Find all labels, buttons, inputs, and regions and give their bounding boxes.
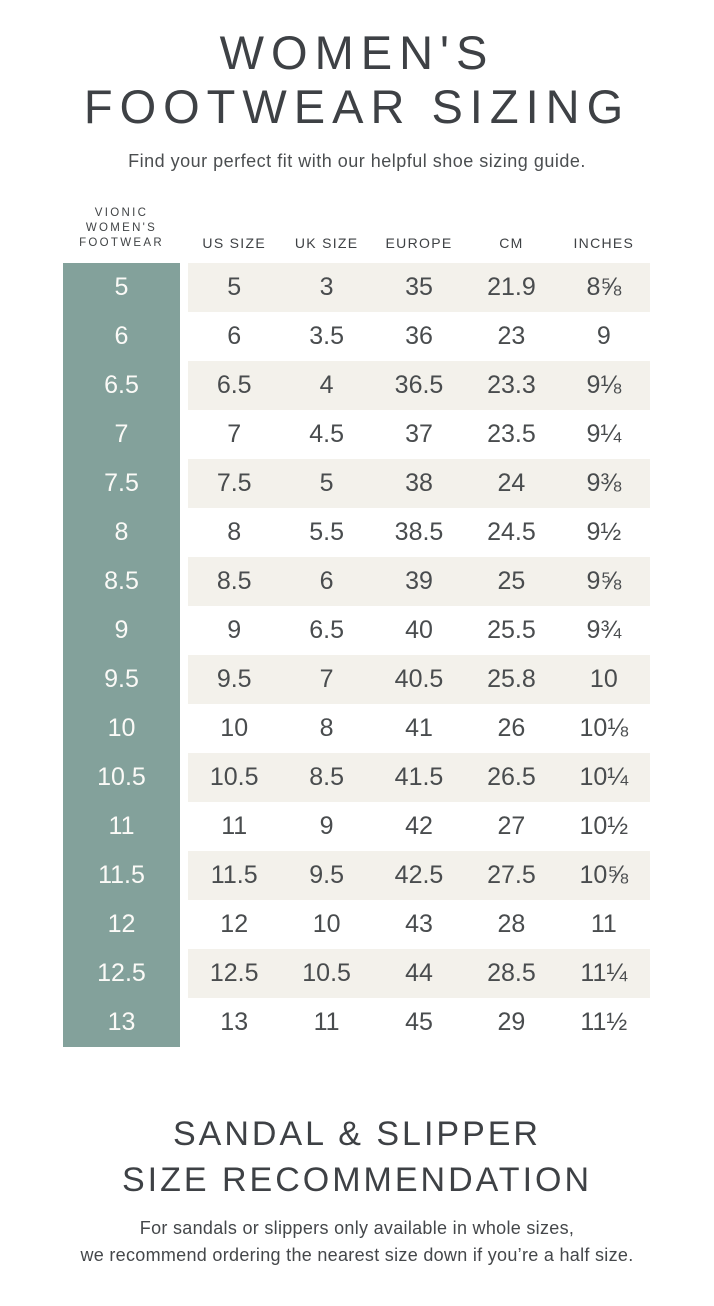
inches-cell: 9½ — [586, 518, 622, 546]
uk-size-cell: 9 — [319, 812, 334, 840]
europe-size-cell: 42.5 — [394, 861, 444, 889]
us-size-cell: 12.5 — [209, 959, 259, 987]
row-gap — [180, 851, 188, 900]
row-gap — [180, 459, 188, 508]
row-stripe — [188, 900, 650, 949]
row-stripe — [188, 312, 650, 361]
row-gap — [180, 606, 188, 655]
vionic-size-cell: 5 — [63, 263, 180, 312]
row-stripe — [188, 557, 650, 606]
vionic-size-cell: 6.5 — [63, 361, 180, 410]
row-gap — [180, 900, 188, 949]
cm-cell: 25 — [497, 567, 526, 595]
europe-size-cell: 41.5 — [394, 763, 444, 791]
uk-size-cell: 4 — [319, 371, 334, 399]
sandal-slipper-note-line2: we recommend ordering the nearest size down if you’re a half size. — [80, 1245, 634, 1265]
sandal-slipper-title — [0, 1111, 714, 1203]
europe-size-cell: 44 — [405, 959, 433, 987]
sandal-slipper-title-line2: SIZE RECOMMENDATION — [121, 1161, 593, 1199]
uk-size-cell: 5.5 — [309, 518, 344, 546]
cm-cell: 29 — [497, 1008, 526, 1036]
table-body — [63, 263, 650, 1047]
table-row — [63, 753, 650, 802]
column-header-cm: CM — [499, 235, 524, 251]
us-size-cell: 9.5 — [216, 665, 252, 693]
table-row — [63, 606, 650, 655]
row-gap — [180, 655, 188, 704]
row-gap — [180, 802, 188, 851]
uk-size-cell: 5 — [319, 469, 334, 497]
cm-cell: 23.5 — [487, 420, 536, 448]
row-gap — [180, 312, 188, 361]
uk-size-cell: 6 — [319, 567, 334, 595]
europe-size-cell: 42 — [405, 812, 433, 840]
europe-size-cell: 43 — [405, 910, 433, 938]
sandal-slipper-note-line1: For sandals or slippers only available in whole sizes, — [139, 1218, 575, 1238]
column-header-europe: EUROPE — [385, 235, 453, 251]
inches-cell: 11½ — [580, 1008, 628, 1036]
europe-size-cell: 45 — [405, 1008, 433, 1036]
table-row — [63, 998, 650, 1047]
inches-cell: 10½ — [579, 812, 629, 840]
row-gap — [180, 704, 188, 753]
table-row — [63, 459, 650, 508]
vionic-size-cell: 9 — [63, 606, 180, 655]
row-stripe — [188, 851, 650, 900]
sandal-slipper-note — [0, 1215, 714, 1269]
vionic-size-cell: 9.5 — [63, 655, 180, 704]
table-row — [63, 410, 650, 459]
page-title-line2: FOOTWEAR SIZING — [83, 80, 631, 133]
page-title-line1: WOMEN'S — [219, 26, 495, 79]
row-stripe — [188, 606, 650, 655]
inches-cell: 9⅝ — [586, 567, 622, 595]
cm-cell: 28.5 — [487, 959, 536, 987]
vionic-size-cell: 10.5 — [63, 753, 180, 802]
column-headers — [188, 235, 650, 251]
europe-size-cell: 38.5 — [394, 518, 444, 546]
us-size-cell: 7.5 — [216, 469, 252, 497]
us-size-cell: 10 — [220, 714, 249, 742]
cm-cell: 23 — [497, 322, 526, 350]
europe-size-cell: 41 — [405, 714, 433, 742]
table-row — [63, 949, 650, 998]
table-row — [63, 851, 650, 900]
vionic-size-cell: 6 — [63, 312, 180, 361]
cm-cell: 27.5 — [487, 861, 536, 889]
row-gap — [180, 557, 188, 606]
cm-cell: 25.8 — [487, 665, 536, 693]
uk-size-cell: 11 — [313, 1008, 340, 1036]
vionic-size-cell: 7.5 — [63, 459, 180, 508]
uk-size-cell: 8 — [319, 714, 334, 742]
uk-size-cell: 3 — [319, 273, 334, 301]
us-size-cell: 7 — [227, 420, 242, 448]
size-table — [63, 206, 650, 1047]
us-size-cell: 9 — [227, 616, 242, 644]
uk-size-cell: 10.5 — [302, 959, 351, 987]
row-stripe — [188, 263, 650, 312]
inches-cell: 11¼ — [580, 959, 628, 987]
row-gap — [180, 361, 188, 410]
vionic-size-cell: 12.5 — [63, 949, 180, 998]
us-size-cell: 8.5 — [216, 567, 252, 595]
table-row — [63, 312, 650, 361]
table-row — [63, 802, 650, 851]
europe-size-cell: 39 — [405, 567, 433, 595]
inches-cell: 9¾ — [586, 616, 622, 644]
uk-size-cell: 10 — [312, 910, 341, 938]
us-size-cell: 6.5 — [216, 371, 252, 399]
inches-cell: 9⅜ — [586, 469, 622, 497]
uk-size-cell: 4.5 — [309, 420, 344, 448]
cm-cell: 27 — [497, 812, 526, 840]
cm-cell: 26 — [497, 714, 526, 742]
vionic-size-cell: 11 — [63, 802, 180, 851]
row-stripe — [188, 949, 650, 998]
uk-size-cell: 3.5 — [309, 322, 344, 350]
column-header-inches: INCHES — [573, 235, 635, 251]
cm-cell: 25.5 — [487, 616, 536, 644]
us-size-cell: 11 — [221, 812, 248, 840]
europe-size-cell: 40.5 — [394, 665, 444, 693]
europe-size-cell: 35 — [405, 273, 433, 301]
europe-size-cell: 40 — [405, 616, 433, 644]
cm-cell: 28 — [497, 910, 526, 938]
vionic-header-line1: VIONIC — [94, 207, 149, 219]
sandal-slipper-title-line1: SANDAL & SLIPPER — [173, 1115, 541, 1153]
uk-size-cell: 8.5 — [309, 763, 344, 791]
inches-cell: 9¼ — [586, 420, 622, 448]
row-stripe — [188, 361, 650, 410]
inches-cell: 9⅛ — [586, 371, 622, 399]
us-size-cell: 5 — [227, 273, 242, 301]
vionic-header-line2: WOMEN'S — [85, 222, 158, 234]
us-size-cell: 8 — [227, 518, 242, 546]
vionic-size-cell: 7 — [63, 410, 180, 459]
table-row — [63, 263, 650, 312]
row-gap — [180, 263, 188, 312]
vionic-size-cell: 10 — [63, 704, 180, 753]
cm-cell: 24.5 — [487, 518, 536, 546]
uk-size-cell: 6.5 — [309, 616, 344, 644]
vionic-size-cell: 13 — [63, 998, 180, 1047]
inches-cell: 11 — [590, 910, 617, 938]
row-stripe — [188, 410, 650, 459]
table-row — [63, 655, 650, 704]
cm-cell: 26.5 — [487, 763, 536, 791]
vionic-column-header — [63, 206, 180, 251]
row-stripe — [188, 459, 650, 508]
us-size-cell: 12 — [220, 910, 249, 938]
vionic-size-cell: 8.5 — [63, 557, 180, 606]
column-header-uk-size: UK SIZE — [294, 235, 359, 251]
inches-cell: 9 — [596, 322, 611, 350]
table-row — [63, 361, 650, 410]
row-stripe — [188, 998, 650, 1047]
vionic-size-cell: 8 — [63, 508, 180, 557]
us-size-cell: 10.5 — [209, 763, 259, 791]
europe-size-cell: 36.5 — [394, 371, 444, 399]
inches-cell: 10¼ — [579, 763, 629, 791]
us-size-cell: 13 — [220, 1008, 249, 1036]
table-row — [63, 704, 650, 753]
uk-size-cell: 7 — [319, 665, 334, 693]
row-gap — [180, 508, 188, 557]
europe-size-cell: 37 — [405, 420, 433, 448]
cm-cell: 24 — [497, 469, 526, 497]
row-gap — [180, 998, 188, 1047]
inches-cell: 8⅝ — [586, 273, 622, 301]
column-header-us-size: US SIZE — [202, 235, 266, 251]
inches-cell: 10⅝ — [579, 861, 629, 889]
cm-cell: 23.3 — [487, 371, 536, 399]
row-gap — [180, 410, 188, 459]
inches-cell: 10 — [589, 665, 618, 693]
uk-size-cell: 9.5 — [309, 861, 344, 889]
table-row — [63, 557, 650, 606]
row-gap — [180, 753, 188, 802]
table-row — [63, 508, 650, 557]
row-stripe — [188, 802, 650, 851]
table-header — [63, 206, 650, 263]
row-stripe — [188, 753, 650, 802]
row-stripe — [188, 655, 650, 704]
us-size-cell: 11.5 — [210, 861, 258, 889]
row-gap — [180, 949, 188, 998]
page-title — [0, 0, 714, 134]
page-subtitle: Find your perfect fit with our helpful shoe sizing guide. — [128, 151, 586, 171]
vionic-header-line3: FOOTWEAR — [79, 237, 164, 249]
europe-size-cell: 36 — [405, 322, 433, 350]
table-row — [63, 900, 650, 949]
cm-cell: 21.9 — [487, 273, 536, 301]
us-size-cell: 6 — [227, 322, 242, 350]
europe-size-cell: 38 — [405, 469, 433, 497]
inches-cell: 10⅛ — [579, 714, 629, 742]
vionic-size-cell: 12 — [63, 900, 180, 949]
vionic-size-cell: 11.5 — [63, 851, 180, 900]
row-stripe — [188, 704, 650, 753]
row-stripe — [188, 508, 650, 557]
